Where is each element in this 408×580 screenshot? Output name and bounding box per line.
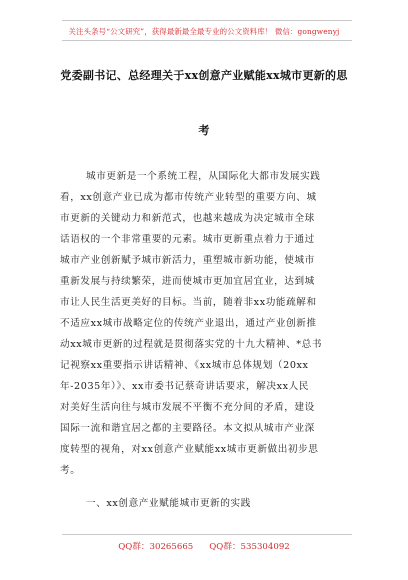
footer-qq-group-2: QQ群：535304092 — [209, 542, 290, 552]
body-line: 城市更新是一个系统工程，从国际化大都市发展实践 — [86, 171, 321, 182]
header-top-rule — [62, 20, 352, 21]
body-line: 国际一流和谐宜居之都的主要路径。本文拟从城市产业深 — [60, 423, 315, 434]
body-line: 话语权的一个非常重要的元素。城市更新重点着力于通过 — [60, 234, 315, 245]
body-line: 考。 — [60, 465, 81, 476]
section-heading: 一、xx创意产业赋能城市更新的实践 — [86, 498, 251, 509]
header-bottom-rule — [62, 40, 352, 41]
body-line: 记视察xx重要指示讲话精神、《xx城市总体规划（20xx — [60, 360, 309, 371]
document-title-line-1: 党委副书记、总经理关于xx创意产业赋能xx城市更新的思 — [60, 69, 348, 82]
body-line: 市让人民生活更美好的目标。当前，随着非xx功能疏解和 — [60, 297, 317, 308]
body-line: 动xx城市更新的过程就是贯彻落实党的十九大精神、*总书 — [60, 339, 323, 350]
body-line: 看，xx创意产业已成为都市传统产业转型的重要方向、城 — [60, 192, 317, 203]
body-line: 城市产业创新赋予城市新活力，重塑城市新功能，使城市 — [60, 255, 315, 266]
body-line: 重新发展与持续繁荣，进而使城市更加宜居宜业，达到城 — [60, 276, 315, 287]
footer-qq-group-1: QQ群：30265665 — [118, 542, 194, 552]
body-line: 市更新的关键动力和新范式，也越来越成为决定城市全球 — [60, 213, 315, 224]
body-line: 不适应xx城市战略定位的传统产业退出，通过产业创新推 — [60, 318, 317, 329]
header-banner: 关注头条号“公文研究”，获得最新最全最专业的公文资料库！ 微信：gongwenyj — [68, 27, 340, 36]
footer-rule — [62, 534, 352, 535]
document-title-line-2: 考 — [198, 124, 210, 137]
footer — [0, 540, 408, 552]
body-line: 度转型的视角，对xx创意产业赋能xx城市更新做出初步思 — [60, 444, 319, 455]
body-line: 年-2035年）》、xx市委书记蔡奇讲话要求，解决xx人民 — [60, 381, 309, 392]
body-line: 对美好生活向往与城市发展不平衡不充分间的矛盾，建设 — [60, 402, 315, 413]
